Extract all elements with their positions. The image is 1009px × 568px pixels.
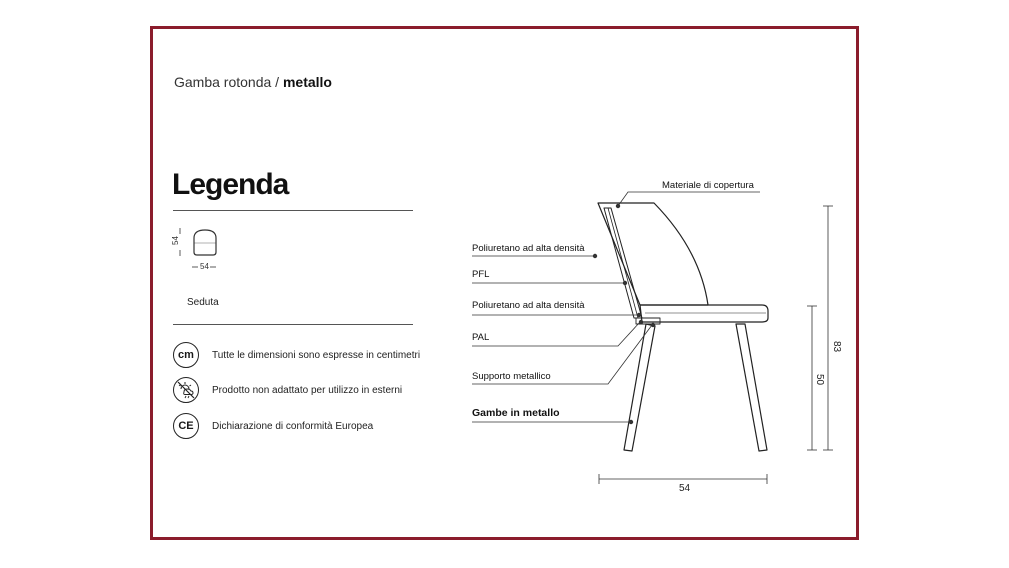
seat-cushion [640,305,768,322]
seat-label: Seduta [187,297,219,308]
label-materiale: Materiale di copertura [662,180,754,191]
legend-item-text: Dichiarazione di conformità Europea [212,420,374,432]
label-poliuretano-1: Poliuretano ad alta densità [472,243,585,254]
legend-item-text: Prodotto non adattato per utilizzo in esterni [212,384,403,396]
ce-mark-icon: CE [173,413,199,439]
back-leg [624,324,655,451]
leader-pal [472,322,640,346]
label-gambe: Gambe in metallo [472,407,560,419]
front-leg [736,324,767,451]
seat-dim-horizontal: 54 [200,262,209,271]
label-pal: PAL [472,332,490,343]
dim-label-height-seat: 50 [814,373,826,386]
backrest-shell [598,203,708,305]
label-supporto: Supporto metallico [472,371,551,382]
label-poliuretano-2: Poliuretano ad alta densità [472,300,585,311]
legend-title: Legenda [172,168,289,201]
legend-item-text: Tutte le dimensioni sono espresse in centimetri [212,349,421,361]
leader-materiale [618,192,760,206]
label-pfl: PFL [472,269,490,280]
header-prefix: Gamba rotonda / [174,74,283,90]
dim-label-height-total: 83 [831,340,843,353]
header-bold: metallo [282,74,332,90]
cm-icon: cm [173,342,199,368]
dim-label-depth: 54 [679,483,691,494]
seat-dim-vertical: 54 [170,236,180,245]
